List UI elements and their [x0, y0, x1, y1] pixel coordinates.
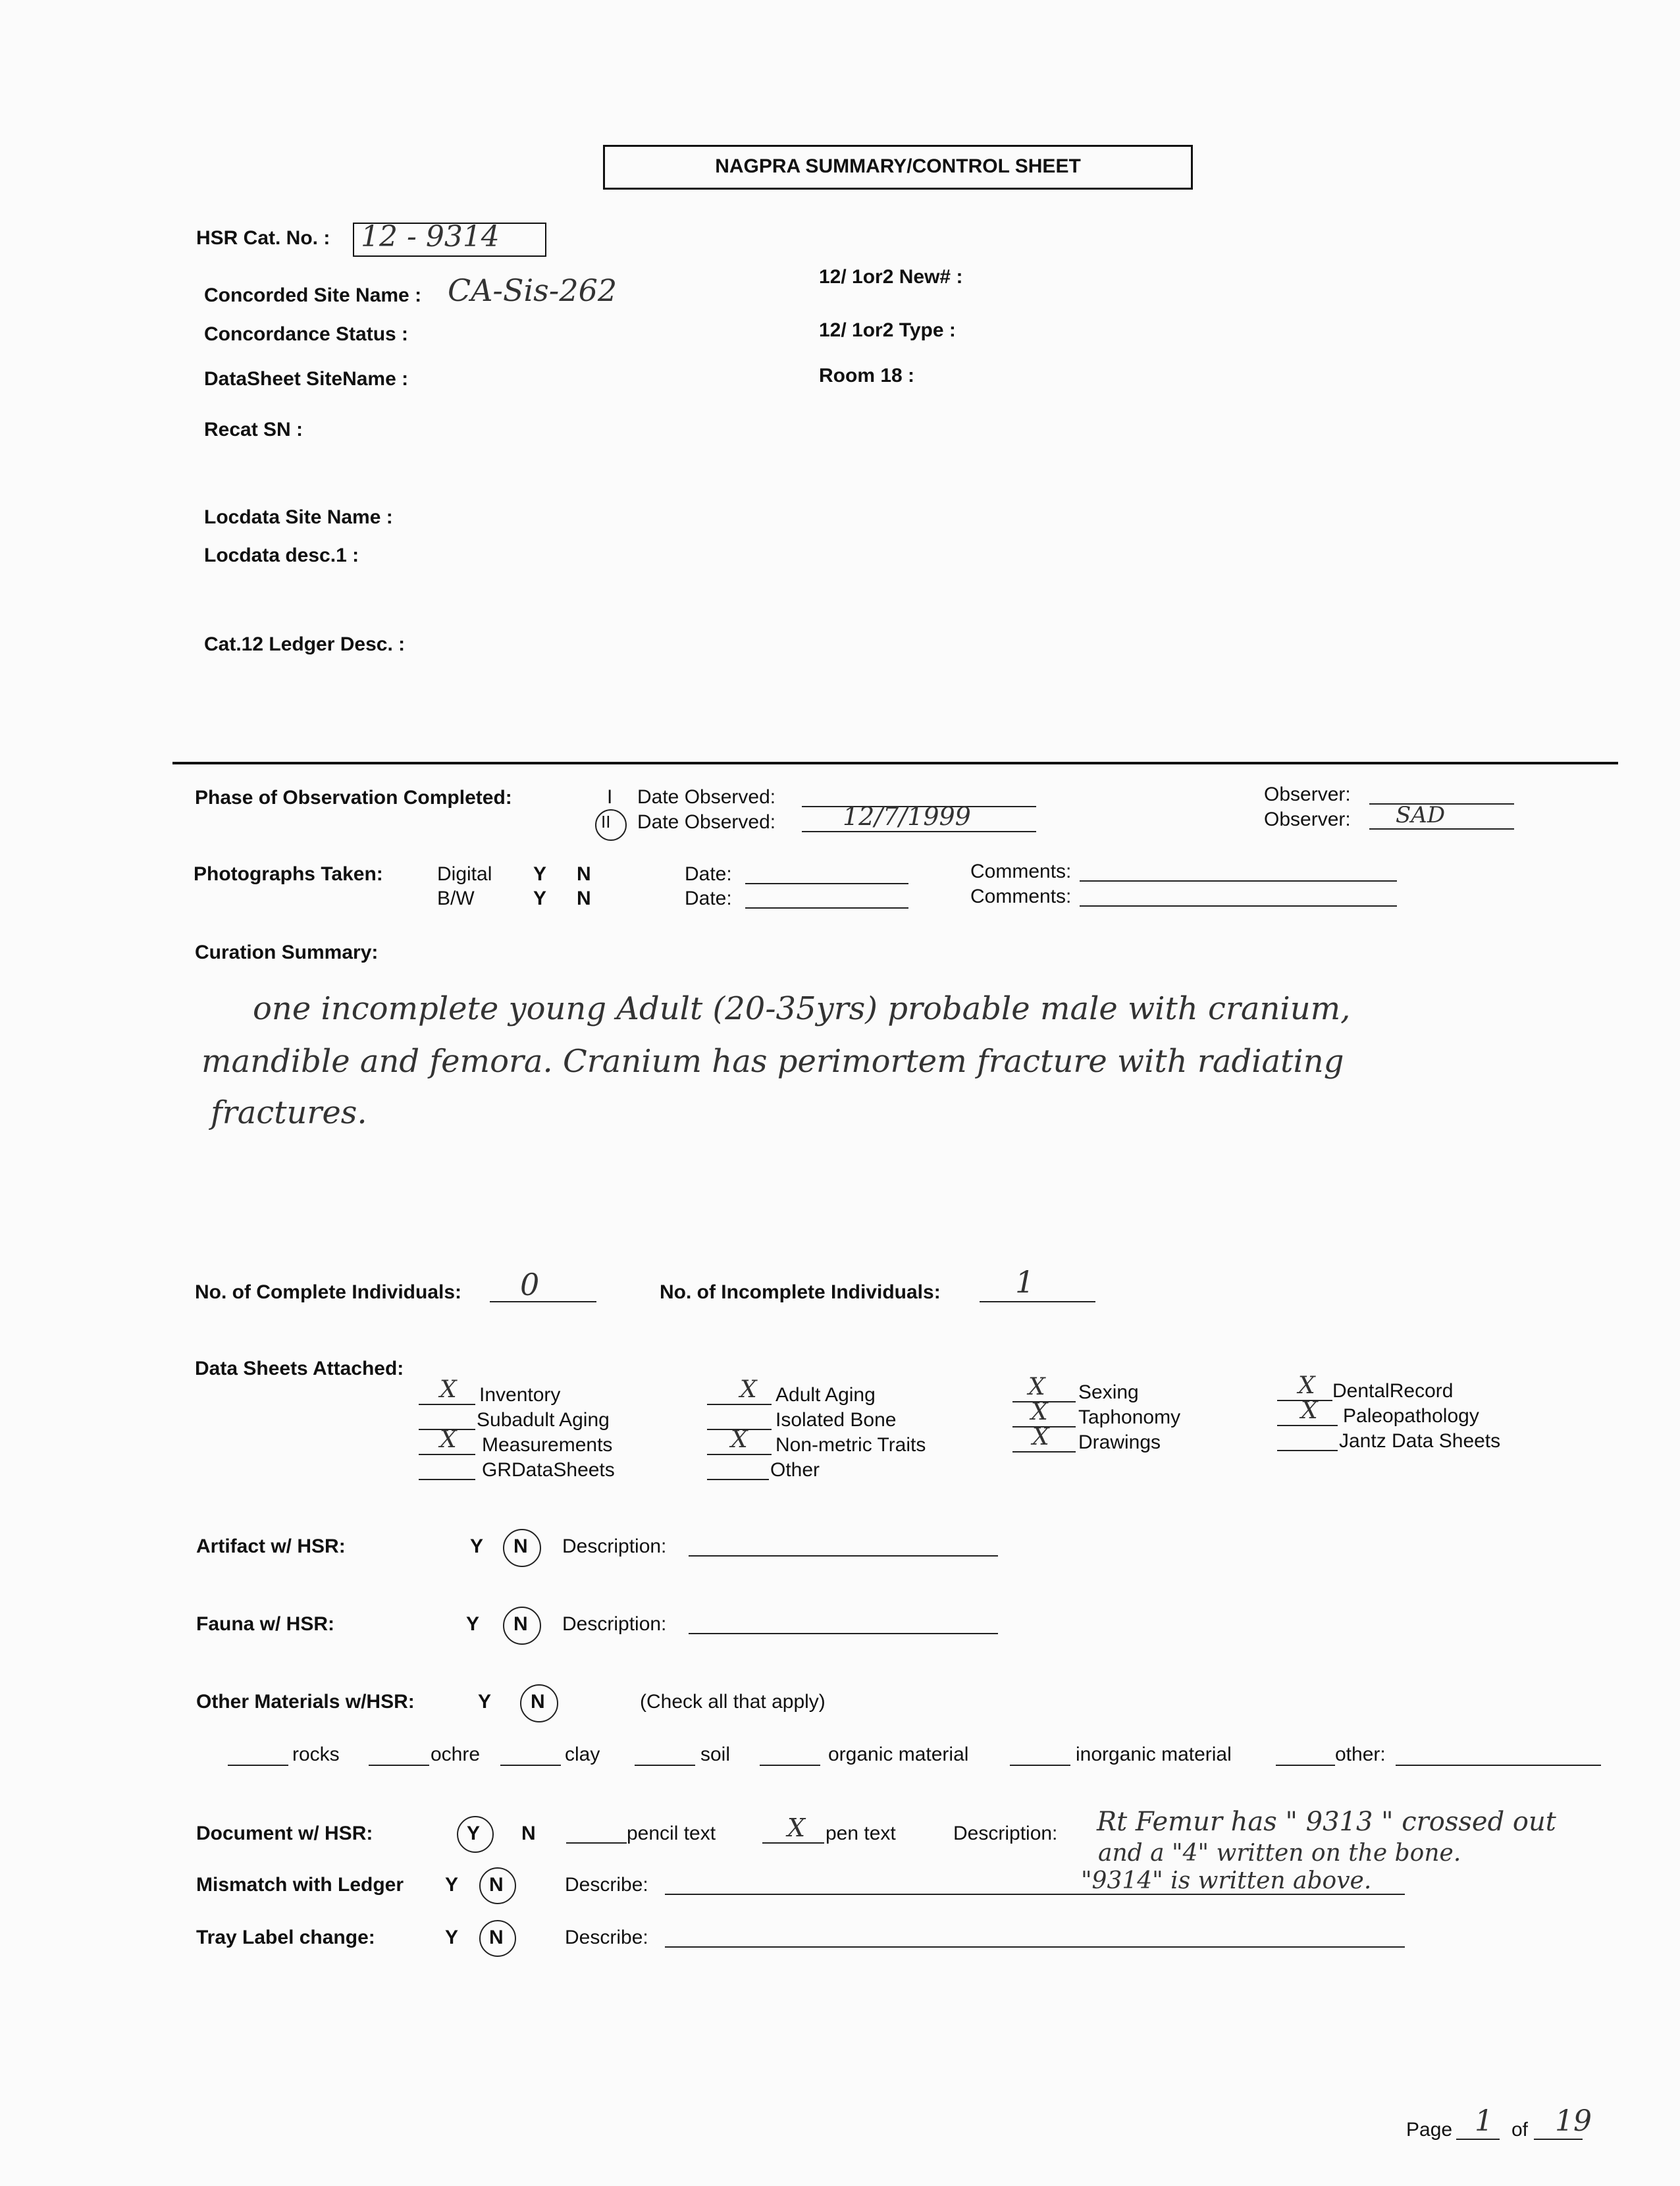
new-number-label: 12/ 1or2 New# :	[819, 266, 963, 288]
check-all-note: (Check all that apply)	[640, 1691, 826, 1713]
date-observed-line-2[interactable]	[802, 831, 1036, 832]
mismatch-label: Mismatch with Ledger	[196, 1874, 404, 1896]
room-label: Room 18 :	[819, 365, 915, 387]
measurements-check-line[interactable]	[419, 1454, 475, 1455]
soil-check-line[interactable]	[635, 1765, 695, 1766]
tray-describe-label: Describe:	[565, 1927, 648, 1948]
curation-line-2: mandible and femora. Cranium has perimortem fracture with radiating	[201, 1043, 1344, 1080]
tray-describe-line[interactable]	[665, 1946, 1405, 1948]
pen-check-mark: X	[787, 1813, 806, 1842]
other-material-check-line[interactable]	[1276, 1765, 1335, 1766]
other-material-line[interactable]	[1396, 1765, 1601, 1766]
bw-label: B/W	[437, 888, 475, 909]
grdatasheets-label: GRDataSheets	[482, 1459, 615, 1481]
drawings-check-line[interactable]	[1012, 1451, 1076, 1453]
page-label: Page	[1406, 2119, 1453, 2141]
isolated-bone-label: Isolated Bone	[775, 1409, 897, 1431]
observer-label-2: Observer:	[1264, 809, 1351, 830]
ledger-desc-label: Cat.12 Ledger Desc. :	[204, 633, 406, 655]
artifact-desc-label: Description:	[562, 1535, 667, 1557]
tray-no[interactable]: N	[489, 1927, 504, 1948]
concorded-site-label: Concorded Site Name :	[204, 284, 422, 306]
curation-line-1: one incomplete young Adult (20-35yrs) probable male with cranium,	[253, 990, 1351, 1027]
phase-one[interactable]: I	[607, 786, 613, 808]
inorganic-label: inorganic material	[1076, 1744, 1232, 1765]
paleo-check-line[interactable]	[1277, 1425, 1338, 1426]
measurements-label: Measurements	[482, 1434, 613, 1456]
bw-no[interactable]: N	[577, 888, 591, 909]
document-desc-line-3: "9314" is written above.	[1081, 1867, 1372, 1894]
artifact-label: Artifact w/ HSR:	[196, 1535, 346, 1557]
inventory-label: Inventory	[479, 1384, 561, 1406]
comments-label-1: Comments:	[970, 861, 1072, 882]
datasheet-sitename-label: DataSheet SiteName :	[204, 368, 409, 390]
observer-label-1: Observer:	[1264, 784, 1351, 805]
of-label: of	[1511, 2119, 1529, 2141]
pencil-label: pencil text	[627, 1823, 716, 1844]
comments-line-1[interactable]	[1080, 880, 1397, 882]
inventory-check-mark: X	[440, 1376, 457, 1403]
ochre-label: ochre	[431, 1744, 481, 1765]
document-label: Document w/ HSR:	[196, 1823, 373, 1844]
measurements-check-mark: X	[440, 1426, 457, 1453]
paleo-label: Paleopathology	[1343, 1405, 1479, 1427]
incomplete-individuals-label: No. of Incomplete Individuals:	[660, 1281, 941, 1303]
clay-label: clay	[565, 1744, 600, 1765]
ochre-check-line[interactable]	[369, 1765, 429, 1766]
pen-label: pen text	[826, 1823, 896, 1844]
section-divider	[172, 762, 1618, 764]
grdatasheets-check-line[interactable]	[419, 1479, 475, 1480]
digital-yes[interactable]: Y	[533, 863, 547, 885]
photo-date-line-1[interactable]	[745, 883, 908, 884]
nonmetric-check-line[interactable]	[707, 1454, 772, 1455]
clay-check-line[interactable]	[500, 1765, 561, 1766]
curation-line-3: fractures.	[211, 1094, 367, 1131]
adult-aging-check-mark: X	[740, 1376, 757, 1403]
sexing-check-mark: X	[1028, 1373, 1045, 1400]
comments-label-2: Comments:	[970, 886, 1072, 907]
date-observed-label-1: Date Observed:	[637, 786, 776, 808]
mismatch-describe-line[interactable]	[665, 1894, 1405, 1895]
phase-two[interactable]: II	[601, 812, 611, 832]
inventory-check-line[interactable]	[419, 1404, 475, 1405]
soil-label: soil	[700, 1744, 731, 1765]
inorganic-check-line[interactable]	[1010, 1765, 1070, 1766]
jantz-check-line[interactable]	[1277, 1450, 1338, 1451]
incomplete-individuals-line[interactable]	[980, 1301, 1095, 1302]
other-material-label: other:	[1335, 1744, 1386, 1765]
observer-line-2[interactable]	[1369, 828, 1514, 830]
hsr-cat-value: 12 - 9314	[361, 220, 500, 253]
fauna-yes[interactable]: Y	[466, 1613, 480, 1635]
artifact-desc-line[interactable]	[689, 1555, 998, 1557]
page-line	[1456, 2139, 1500, 2140]
mismatch-describe-label: Describe:	[565, 1874, 648, 1896]
concorded-site-value: CA-Sis-262	[448, 273, 617, 308]
other-check-line[interactable]	[707, 1479, 769, 1480]
adult-aging-label: Adult Aging	[775, 1384, 876, 1406]
type-label: 12/ 1or2 Type :	[819, 319, 956, 341]
mismatch-no[interactable]: N	[489, 1874, 504, 1896]
complete-individuals-line[interactable]	[490, 1301, 596, 1302]
locdata-desc-label: Locdata desc.1 :	[204, 545, 359, 566]
drawings-label: Drawings	[1078, 1431, 1161, 1453]
subadult-label: Subadult Aging	[477, 1409, 610, 1431]
organic-check-line[interactable]	[760, 1765, 820, 1766]
other-materials-no[interactable]: N	[531, 1691, 545, 1713]
dental-label: DentalRecord	[1332, 1380, 1454, 1402]
pencil-check-line[interactable]	[566, 1842, 627, 1844]
document-desc-label: Description:	[953, 1823, 1058, 1844]
hsr-cat-label: HSR Cat. No. :	[196, 227, 330, 249]
curation-summary-label: Curation Summary:	[195, 942, 379, 963]
total-line	[1534, 2139, 1583, 2140]
rocks-check-line[interactable]	[228, 1765, 288, 1766]
locdata-site-label: Locdata Site Name :	[204, 506, 393, 528]
rocks-label: rocks	[292, 1744, 340, 1765]
other-materials-yes[interactable]: Y	[478, 1691, 492, 1713]
document-yes[interactable]: Y	[467, 1823, 481, 1844]
other-materials-label: Other Materials w/HSR:	[196, 1691, 415, 1713]
fauna-desc-label: Description:	[562, 1613, 667, 1635]
phase-two-circle	[595, 809, 627, 841]
fauna-no[interactable]: N	[513, 1613, 528, 1635]
digital-label: Digital	[437, 863, 492, 885]
pen-check-line[interactable]	[762, 1842, 824, 1844]
bw-yes[interactable]: Y	[533, 888, 547, 909]
photo-date-label-1: Date:	[685, 863, 732, 885]
comments-line-2[interactable]	[1080, 905, 1397, 907]
mismatch-yes[interactable]: Y	[445, 1874, 459, 1896]
date-observed-label-2: Date Observed:	[637, 811, 776, 833]
other-label: Other	[770, 1459, 820, 1481]
artifact-yes[interactable]: Y	[470, 1535, 484, 1557]
phase-label: Phase of Observation Completed:	[195, 787, 512, 809]
photographs-label: Photographs Taken:	[194, 863, 383, 885]
digital-no[interactable]: N	[577, 863, 591, 885]
complete-individuals-label: No. of Complete Individuals:	[195, 1281, 462, 1303]
tray-label: Tray Label change:	[196, 1927, 375, 1948]
nonmetric-label: Non-metric Traits	[775, 1434, 926, 1456]
document-desc-line-2: and a "4" written on the bone.	[1098, 1840, 1461, 1867]
taphonomy-check-mark: X	[1031, 1399, 1048, 1426]
document-no[interactable]: N	[521, 1823, 536, 1844]
data-sheets-label: Data Sheets Attached:	[195, 1358, 404, 1379]
date-observed-value-2: 12/7/1999	[843, 802, 971, 831]
fauna-label: Fauna w/ HSR:	[196, 1613, 335, 1635]
total-value: 19	[1555, 2104, 1592, 2138]
jantz-label: Jantz Data Sheets	[1339, 1430, 1501, 1452]
tray-yes[interactable]: Y	[445, 1927, 459, 1948]
page-title: NAGPRA SUMMARY/CONTROL SHEET	[603, 145, 1193, 190]
observer-value-2: SAD	[1396, 802, 1446, 828]
incomplete-individuals-value: 1	[1015, 1264, 1035, 1300]
document-desc-line-1: Rt Femur has " 9313 " crossed out	[1097, 1807, 1556, 1837]
concordance-status-label: Concordance Status :	[204, 323, 409, 345]
complete-individuals-value: 0	[520, 1267, 540, 1302]
paleo-check-mark: X	[1301, 1397, 1318, 1424]
sexing-label: Sexing	[1078, 1381, 1139, 1403]
fauna-desc-line[interactable]	[689, 1633, 998, 1634]
photo-date-label-2: Date:	[685, 888, 732, 909]
artifact-no[interactable]: N	[513, 1535, 528, 1557]
drawings-check-mark: X	[1032, 1424, 1049, 1451]
nonmetric-check-mark: X	[731, 1426, 748, 1453]
photo-date-line-2[interactable]	[745, 907, 908, 909]
recat-sn-label: Recat SN :	[204, 419, 303, 440]
adult-aging-check-line[interactable]	[707, 1404, 772, 1405]
page-value: 1	[1475, 2104, 1493, 2138]
organic-label: organic material	[828, 1744, 969, 1765]
taphonomy-label: Taphonomy	[1078, 1406, 1181, 1428]
dental-check-mark: X	[1298, 1372, 1315, 1399]
